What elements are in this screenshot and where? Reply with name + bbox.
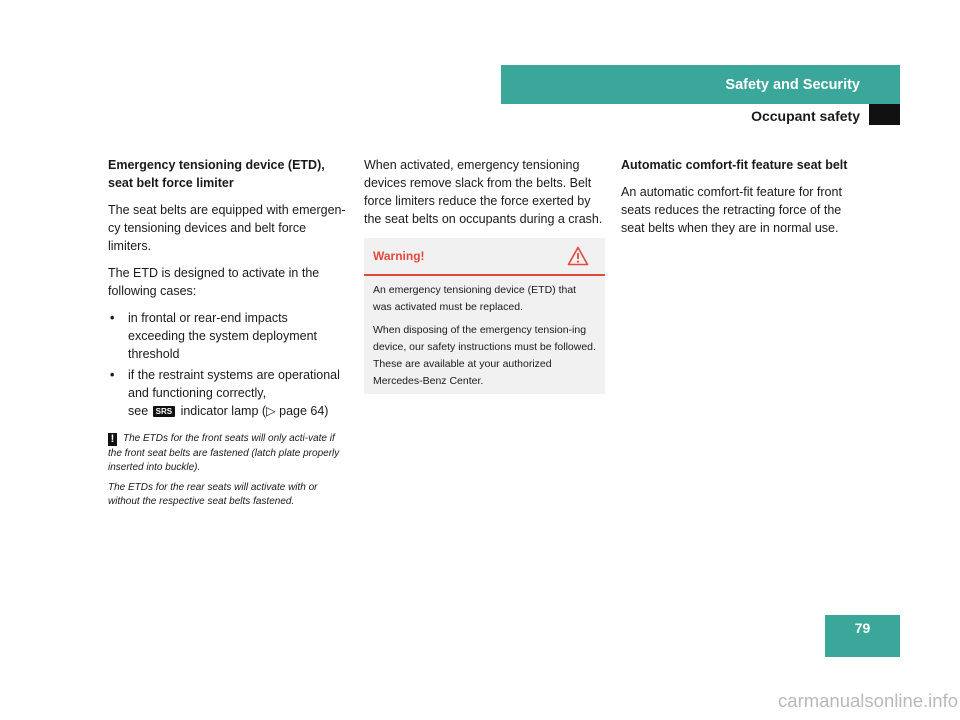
see-text: see: [128, 404, 149, 418]
warning-box: [364, 238, 605, 394]
subsection-title: Occupant safety: [751, 108, 860, 124]
activation-cases-list: [108, 309, 348, 420]
list-item: [108, 366, 348, 420]
srs-indicator-icon: SRS: [153, 406, 175, 417]
activation-paragraph: When activated, emergency tensioning devices remove slack from the belts. Belt force limiters reduce the force exerted by the seat belts on occupants during a crash.: [364, 158, 603, 226]
etd-paragraph-2: The ETD is designed to activate in the following cases:: [108, 266, 320, 298]
warning-title: Warning!: [373, 249, 425, 263]
section-title-bar: [501, 65, 900, 104]
warning-paragraph-1: An emergency tensioning device (ETD) that was activated must be replaced.: [373, 284, 577, 313]
section-title: Safety and Security: [725, 76, 860, 93]
column-right: [621, 156, 861, 246]
note-paragraph-2: The ETDs for the rear seats will activate with or without the respective seat belts fastened.: [108, 481, 318, 507]
warning-triangle-icon: [567, 246, 589, 266]
list-item-text: in frontal or rear-end impacts exceeding the system deployment threshold: [128, 311, 317, 361]
list-item: [108, 309, 348, 363]
warning-header: [364, 238, 605, 276]
note-paragraph-1: ! The ETDs for the front seats will only acti-vate if the front seat belts are fastened (latch plate properly inserted into buckle).: [108, 433, 340, 473]
chapter-tab: [869, 104, 900, 125]
note-box: [108, 432, 348, 510]
comfort-fit-heading: Automatic comfort-fit feature seat belt: [621, 158, 848, 172]
column-left: [108, 156, 348, 515]
list-item-text: if the restraint systems are operational and functioning correctly,: [128, 368, 340, 400]
page-number: 79: [825, 615, 900, 657]
warning-paragraph-2: When disposing of the emergency tension-ing device, our safety instructions must be followed. These are available at your authorized Mercedes-Benz Center.: [373, 324, 596, 387]
etd-heading: Emergency tensioning device (ETD), seat belt force limiter: [108, 158, 325, 190]
warning-body: [364, 276, 605, 390]
bullet-icon: •: [110, 311, 115, 325]
column-middle: [364, 156, 604, 237]
comfort-fit-paragraph: An automatic comfort-fit feature for front seats reduces the retracting force of the seat belts when they are in normal use.: [621, 185, 842, 235]
watermark: carmanualsonline.info: [778, 690, 958, 711]
page-reference-link[interactable]: indicator lamp (▷ page 64): [180, 404, 329, 418]
bullet-icon: •: [110, 368, 115, 382]
etd-paragraph-1: The seat belts are equipped with emergen-cy tensioning devices and belt force limiters.: [108, 203, 346, 253]
attention-icon: !: [108, 433, 117, 446]
